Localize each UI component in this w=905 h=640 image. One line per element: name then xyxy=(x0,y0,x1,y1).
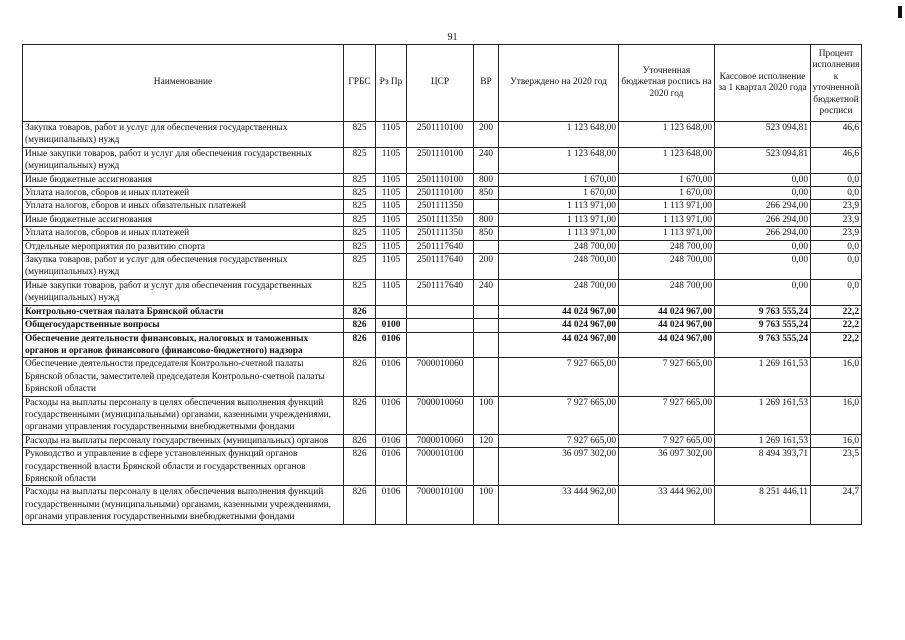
cell-vr xyxy=(474,332,499,358)
table-row xyxy=(23,213,862,226)
table-row xyxy=(23,240,862,253)
cell-refined: 248 700,00 xyxy=(619,240,715,253)
cell-rzpr: 1105 xyxy=(376,240,407,253)
cell-vr xyxy=(474,305,499,318)
cell-name: Иные закупки товаров, работ и услуг для обеспечения государственных (муниципальных) нужд xyxy=(23,147,344,173)
cell-percent: 46,6 xyxy=(811,147,862,173)
table-row xyxy=(23,434,862,447)
cell-rzpr xyxy=(376,305,407,318)
cell-rzpr: 1105 xyxy=(376,122,407,148)
cell-approved: 7 927 665,00 xyxy=(499,358,619,396)
cell-cash: 0,00 xyxy=(715,240,811,253)
table-row xyxy=(23,173,862,186)
header-refined: Уточненная бюджетная роспись на 2020 год xyxy=(619,45,715,122)
cell-refined: 1 670,00 xyxy=(619,173,715,186)
cell-name: Расходы на выплаты персоналу в целях обеспечения выполнения функций государственными (муниципальными) органами, казенными учреждениями, органами управления государственными внебюджетными фондами xyxy=(23,396,344,434)
cell-percent: 16,0 xyxy=(811,358,862,396)
header-vr: ВР xyxy=(474,45,499,122)
cell-refined: 44 024 967,00 xyxy=(619,332,715,358)
cell-grbs: 825 xyxy=(344,173,376,186)
table-row xyxy=(23,227,862,240)
cell-vr xyxy=(474,448,499,486)
cell-rzpr: 1105 xyxy=(376,173,407,186)
cell-csr: 2501111350 xyxy=(407,227,474,240)
header-percent: Процент исполнения к уточненной бюджетной росписи xyxy=(811,45,862,122)
cell-name: Уплата налогов, сборов и иных платежей xyxy=(23,187,344,200)
cell-cash: 0,00 xyxy=(715,279,811,305)
cell-grbs: 826 xyxy=(344,396,376,434)
header-name: Наименование xyxy=(23,45,344,122)
cell-csr: 2501110100 xyxy=(407,173,474,186)
cell-rzpr: 1105 xyxy=(376,254,407,280)
cell-name: Иные бюджетные ассигнования xyxy=(23,173,344,186)
cell-vr: 850 xyxy=(474,187,499,200)
cell-percent: 22,2 xyxy=(811,332,862,358)
cell-approved: 248 700,00 xyxy=(499,240,619,253)
cell-approved: 36 097 302,00 xyxy=(499,448,619,486)
cell-approved: 1 670,00 xyxy=(499,187,619,200)
cell-approved: 1 123 648,00 xyxy=(499,122,619,148)
cell-vr xyxy=(474,240,499,253)
cell-csr: 2501111350 xyxy=(407,200,474,213)
cell-name: Иные бюджетные ассигнования xyxy=(23,213,344,226)
cell-rzpr: 1105 xyxy=(376,227,407,240)
table-body xyxy=(23,122,862,525)
cell-csr: 2501110100 xyxy=(407,122,474,148)
cell-refined: 36 097 302,00 xyxy=(619,448,715,486)
cell-name: Контрольно-счетная палата Брянской области xyxy=(23,305,344,318)
cell-vr: 100 xyxy=(474,396,499,434)
cell-rzpr: 0106 xyxy=(376,358,407,396)
cell-percent: 24,7 xyxy=(811,486,862,524)
cell-cash: 266 294,00 xyxy=(715,213,811,226)
cell-grbs: 826 xyxy=(344,434,376,447)
cell-csr: 7000010100 xyxy=(407,448,474,486)
cell-name: Иные закупки товаров, работ и услуг для обеспечения государственных (муниципальных) нужд xyxy=(23,279,344,305)
table-row xyxy=(23,254,862,280)
cell-grbs: 825 xyxy=(344,227,376,240)
cell-vr xyxy=(474,358,499,396)
table-row xyxy=(23,187,862,200)
cell-refined: 1 113 971,00 xyxy=(619,200,715,213)
cell-cash: 266 294,00 xyxy=(715,200,811,213)
cell-cash: 1 269 161,53 xyxy=(715,434,811,447)
cell-grbs: 826 xyxy=(344,358,376,396)
cell-percent: 0,0 xyxy=(811,187,862,200)
cell-approved: 44 024 967,00 xyxy=(499,332,619,358)
cell-csr: 2501111350 xyxy=(407,213,474,226)
cell-cash: 9 763 555,24 xyxy=(715,319,811,332)
cell-name: Обеспечение деятельности председателя Контрольно-счетной палаты Брянской области, заместителей председателя Контрольно-счетной палаты Брянской области xyxy=(23,358,344,396)
cell-refined: 44 024 967,00 xyxy=(619,319,715,332)
cell-rzpr: 1105 xyxy=(376,279,407,305)
cell-cash: 266 294,00 xyxy=(715,227,811,240)
cell-approved: 1 113 971,00 xyxy=(499,227,619,240)
cell-vr: 200 xyxy=(474,122,499,148)
table-row xyxy=(23,200,862,213)
table-row xyxy=(23,305,862,318)
cell-cash: 8 494 393,71 xyxy=(715,448,811,486)
table-row xyxy=(23,448,862,486)
cell-approved: 1 123 648,00 xyxy=(499,147,619,173)
cell-refined: 1 113 971,00 xyxy=(619,213,715,226)
cell-name: Руководство и управление в сфере установленных функций органов государственной власти Брянской области и государственных органов Брянской области xyxy=(23,448,344,486)
table-row xyxy=(23,332,862,358)
cell-grbs: 826 xyxy=(344,448,376,486)
table-row xyxy=(23,358,862,396)
cell-grbs: 825 xyxy=(344,200,376,213)
header-cash: Кассовое исполнение за 1 квартал 2020 года xyxy=(715,45,811,122)
cell-csr: 7000010060 xyxy=(407,434,474,447)
cell-refined: 33 444 962,00 xyxy=(619,486,715,524)
cell-approved: 7 927 665,00 xyxy=(499,396,619,434)
cell-refined: 1 123 648,00 xyxy=(619,122,715,148)
cell-rzpr: 1105 xyxy=(376,147,407,173)
cell-approved: 1 113 971,00 xyxy=(499,213,619,226)
cell-csr xyxy=(407,319,474,332)
cell-vr: 240 xyxy=(474,147,499,173)
cell-name: Расходы на выплаты персоналу государственных (муниципальных) органов xyxy=(23,434,344,447)
header-approved: Утверждено на 2020 год xyxy=(499,45,619,122)
cell-csr: 2501117640 xyxy=(407,254,474,280)
cell-name: Уплата налогов, сборов и иных платежей xyxy=(23,227,344,240)
header-grbs: ГРБС xyxy=(344,45,376,122)
cell-refined: 44 024 967,00 xyxy=(619,305,715,318)
cell-cash: 0,00 xyxy=(715,187,811,200)
cell-vr: 100 xyxy=(474,486,499,524)
cell-grbs: 825 xyxy=(344,213,376,226)
cell-csr xyxy=(407,332,474,358)
cell-grbs: 826 xyxy=(344,305,376,318)
cell-percent: 0,0 xyxy=(811,240,862,253)
scan-edge-mark xyxy=(898,6,902,18)
cell-percent: 16,0 xyxy=(811,396,862,434)
table-row xyxy=(23,279,862,305)
cell-cash: 9 763 555,24 xyxy=(715,332,811,358)
cell-vr: 120 xyxy=(474,434,499,447)
cell-percent: 0,0 xyxy=(811,173,862,186)
table-row xyxy=(23,147,862,173)
cell-percent: 23,9 xyxy=(811,213,862,226)
cell-csr: 2501110100 xyxy=(407,187,474,200)
cell-cash: 523 094,81 xyxy=(715,147,811,173)
cell-refined: 1 670,00 xyxy=(619,187,715,200)
cell-name: Обеспечение деятельности финансовых, налоговых и таможенных органов и органов финансового (финансово-бюджетного) надзора xyxy=(23,332,344,358)
cell-csr: 7000010060 xyxy=(407,396,474,434)
cell-cash: 0,00 xyxy=(715,254,811,280)
cell-grbs: 825 xyxy=(344,122,376,148)
cell-vr xyxy=(474,319,499,332)
cell-percent: 16,0 xyxy=(811,434,862,447)
cell-name: Расходы на выплаты персоналу в целях обеспечения выполнения функций государственными (муниципальными) органами, казенными учреждениями, органами управления государственными внебюджетными фондами xyxy=(23,486,344,524)
cell-percent: 22,2 xyxy=(811,305,862,318)
table-header-row xyxy=(23,45,862,122)
cell-percent: 0,0 xyxy=(811,279,862,305)
cell-rzpr: 0106 xyxy=(376,448,407,486)
page-number: 91 xyxy=(447,32,458,43)
header-rzpr: Рз Пр xyxy=(376,45,407,122)
cell-vr: 800 xyxy=(474,213,499,226)
cell-percent: 46,6 xyxy=(811,122,862,148)
cell-cash: 0,00 xyxy=(715,173,811,186)
table-row xyxy=(23,486,862,524)
cell-cash: 9 763 555,24 xyxy=(715,305,811,318)
header-csr: ЦСР xyxy=(407,45,474,122)
cell-approved: 33 444 962,00 xyxy=(499,486,619,524)
cell-refined: 1 123 648,00 xyxy=(619,147,715,173)
cell-rzpr: 1105 xyxy=(376,213,407,226)
cell-rzpr: 0106 xyxy=(376,486,407,524)
cell-percent: 23,5 xyxy=(811,448,862,486)
cell-percent: 23,9 xyxy=(811,227,862,240)
cell-name: Закупка товаров, работ и услуг для обеспечения государственных (муниципальных) нужд xyxy=(23,254,344,280)
cell-csr xyxy=(407,305,474,318)
cell-csr: 7000010100 xyxy=(407,486,474,524)
cell-name: Общегосударственные вопросы xyxy=(23,319,344,332)
cell-grbs: 826 xyxy=(344,319,376,332)
cell-cash: 1 269 161,53 xyxy=(715,358,811,396)
cell-approved: 1 670,00 xyxy=(499,173,619,186)
cell-csr: 2501117640 xyxy=(407,240,474,253)
cell-grbs: 826 xyxy=(344,486,376,524)
cell-percent: 0,0 xyxy=(811,254,862,280)
cell-refined: 7 927 665,00 xyxy=(619,434,715,447)
cell-rzpr: 0106 xyxy=(376,396,407,434)
cell-name: Отдельные мероприятия по развитию спорта xyxy=(23,240,344,253)
cell-vr: 200 xyxy=(474,254,499,280)
cell-grbs: 825 xyxy=(344,254,376,280)
cell-csr: 2501110100 xyxy=(407,147,474,173)
table-row xyxy=(23,122,862,148)
cell-refined: 248 700,00 xyxy=(619,279,715,305)
cell-approved: 1 113 971,00 xyxy=(499,200,619,213)
cell-approved: 248 700,00 xyxy=(499,279,619,305)
cell-grbs: 825 xyxy=(344,187,376,200)
cell-rzpr: 1105 xyxy=(376,200,407,213)
cell-vr: 800 xyxy=(474,173,499,186)
cell-cash: 8 251 446,11 xyxy=(715,486,811,524)
cell-percent: 23,9 xyxy=(811,200,862,213)
cell-rzpr: 0106 xyxy=(376,434,407,447)
cell-grbs: 825 xyxy=(344,279,376,305)
cell-refined: 248 700,00 xyxy=(619,254,715,280)
cell-vr: 240 xyxy=(474,279,499,305)
table-row xyxy=(23,319,862,332)
cell-refined: 7 927 665,00 xyxy=(619,358,715,396)
cell-grbs: 825 xyxy=(344,240,376,253)
cell-cash: 1 269 161,53 xyxy=(715,396,811,434)
cell-approved: 44 024 967,00 xyxy=(499,305,619,318)
budget-table xyxy=(22,44,862,525)
cell-refined: 1 113 971,00 xyxy=(619,227,715,240)
cell-rzpr: 0106 xyxy=(376,332,407,358)
cell-grbs: 825 xyxy=(344,147,376,173)
cell-csr: 2501117640 xyxy=(407,279,474,305)
cell-rzpr: 0100 xyxy=(376,319,407,332)
cell-csr: 7000010060 xyxy=(407,358,474,396)
cell-name: Закупка товаров, работ и услуг для обеспечения государственных (муниципальных) нужд xyxy=(23,122,344,148)
cell-approved: 248 700,00 xyxy=(499,254,619,280)
cell-name: Уплата налогов, сборов и иных обязательных платежей xyxy=(23,200,344,213)
cell-grbs: 826 xyxy=(344,332,376,358)
cell-cash: 523 094,81 xyxy=(715,122,811,148)
table-row xyxy=(23,396,862,434)
cell-percent: 22,2 xyxy=(811,319,862,332)
cell-vr xyxy=(474,200,499,213)
cell-vr: 850 xyxy=(474,227,499,240)
cell-approved: 44 024 967,00 xyxy=(499,319,619,332)
cell-approved: 7 927 665,00 xyxy=(499,434,619,447)
cell-refined: 7 927 665,00 xyxy=(619,396,715,434)
cell-rzpr: 1105 xyxy=(376,187,407,200)
